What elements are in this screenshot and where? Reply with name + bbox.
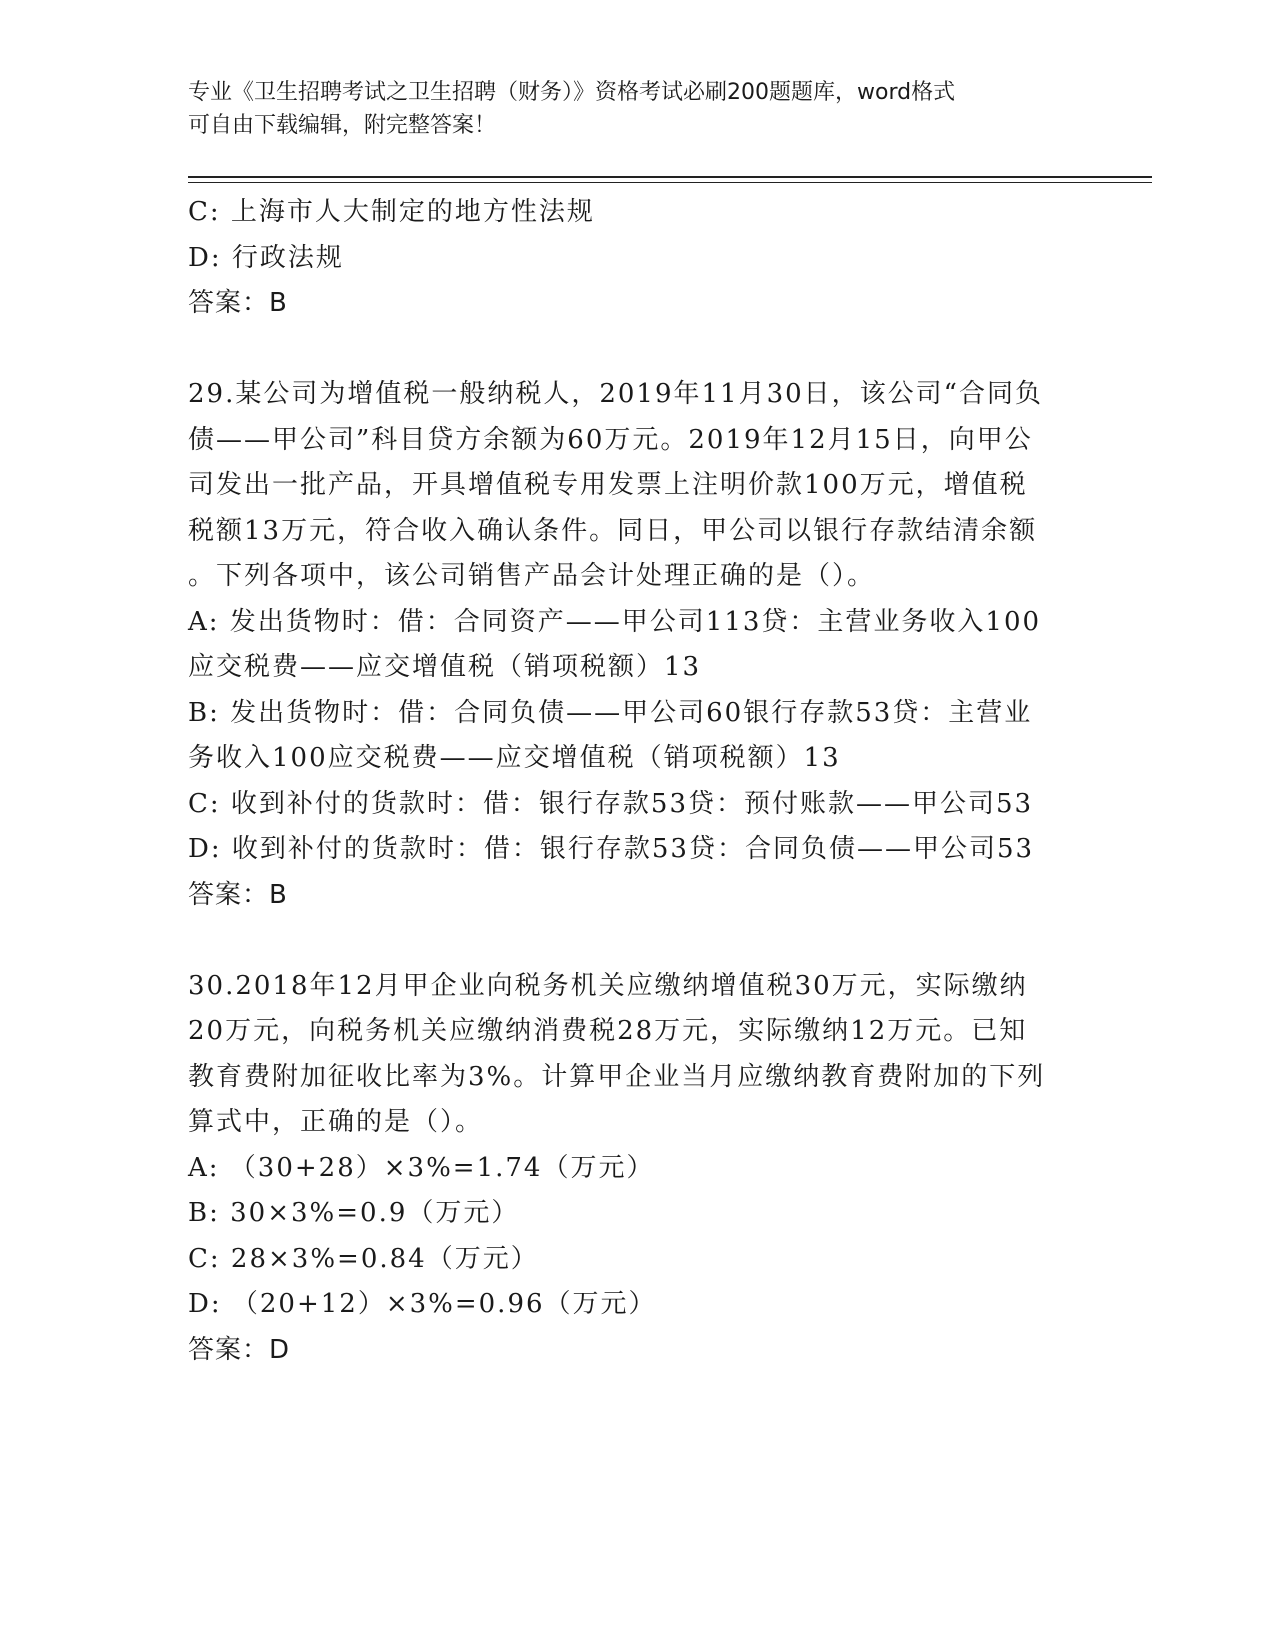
option-c: C: 上海市人大制定的地方性法规 [188,197,595,227]
question-stem-line: 。下列各项中，该公司销售产品会计处理正确的是（）。 [188,561,876,591]
answer-line: 答案：D [188,1334,291,1365]
option-a: A: 发出货物时：借：合同资产——甲公司113贷：主营业务收入100 [188,606,1042,637]
question-stem-line: 算式中，正确的是（）。 [188,1107,484,1137]
question-29 [188,372,1088,918]
header-line: 专业《卫生招聘考试之卫生招聘（财务）》资格考试必刷200题题库，word格式 [188,80,956,105]
answer-line: 答案：B [188,879,288,910]
document-body [188,190,1088,1373]
spacer [188,918,1088,964]
option-a: A: （30+28）×3%=1.74（万元） [188,1152,655,1183]
option-b: B: 30×3%=0.9（万元） [188,1198,520,1228]
question-30 [188,964,1088,1374]
answer-line: 答案：B [188,288,288,318]
spacer [188,327,1088,373]
question-28-tail [188,190,1088,327]
question-stem-line: 教育费附加征收比率为3%。计算甲企业当月应缴纳教育费附加的下列 [188,1061,1046,1092]
question-stem-line: 29.某公司为增值税一般纳税人，2019年11月30日，该公司“合同负 [188,379,1043,409]
question-stem-line: 30.2018年12月甲企业向税务机关应缴纳增值税30万元，实际缴纳 [188,970,1028,1001]
option-c: C: 收到补付的货款时：借：银行存款53贷：预付账款——甲公司53 [188,788,1034,819]
question-stem-line: 司发出一批产品，开具增值税专用发票上注明价款100万元，增值税 [188,470,1028,500]
page-header [188,76,1088,142]
option-d: D: （20+12）×3%=0.96（万元） [188,1289,657,1319]
question-stem-line: 20万元，向税务机关应缴纳消费税28万元，实际缴纳12万元。已知 [188,1016,1028,1046]
question-stem-line: 税额13万元，符合收入确认条件。同日，甲公司以银行存款结清余额 [188,515,1038,546]
option-c: C: 28×3%=0.84（万元） [188,1243,539,1274]
header-line: 可自由下载编辑，附完整答案！ [188,113,497,138]
option-b-continued: 务收入100应交税费——应交增值税（销项税额）13 [188,743,841,773]
question-stem-line: 债——甲公司”科目贷方余额为60万元。2019年12月15日，向甲公 [188,424,1033,455]
header-divider-thin [188,182,1152,183]
option-a-continued: 应交税费——应交增值税（销项税额）13 [188,652,702,682]
option-d: D: 收到补付的货款时：借：银行存款53贷：合同负债——甲公司53 [188,834,1035,864]
header-divider-thick [188,176,1152,178]
option-d: D: 行政法规 [188,242,344,273]
option-b: B: 发出货物时：借：合同负债——甲公司60银行存款53贷：主营业 [188,697,1033,728]
